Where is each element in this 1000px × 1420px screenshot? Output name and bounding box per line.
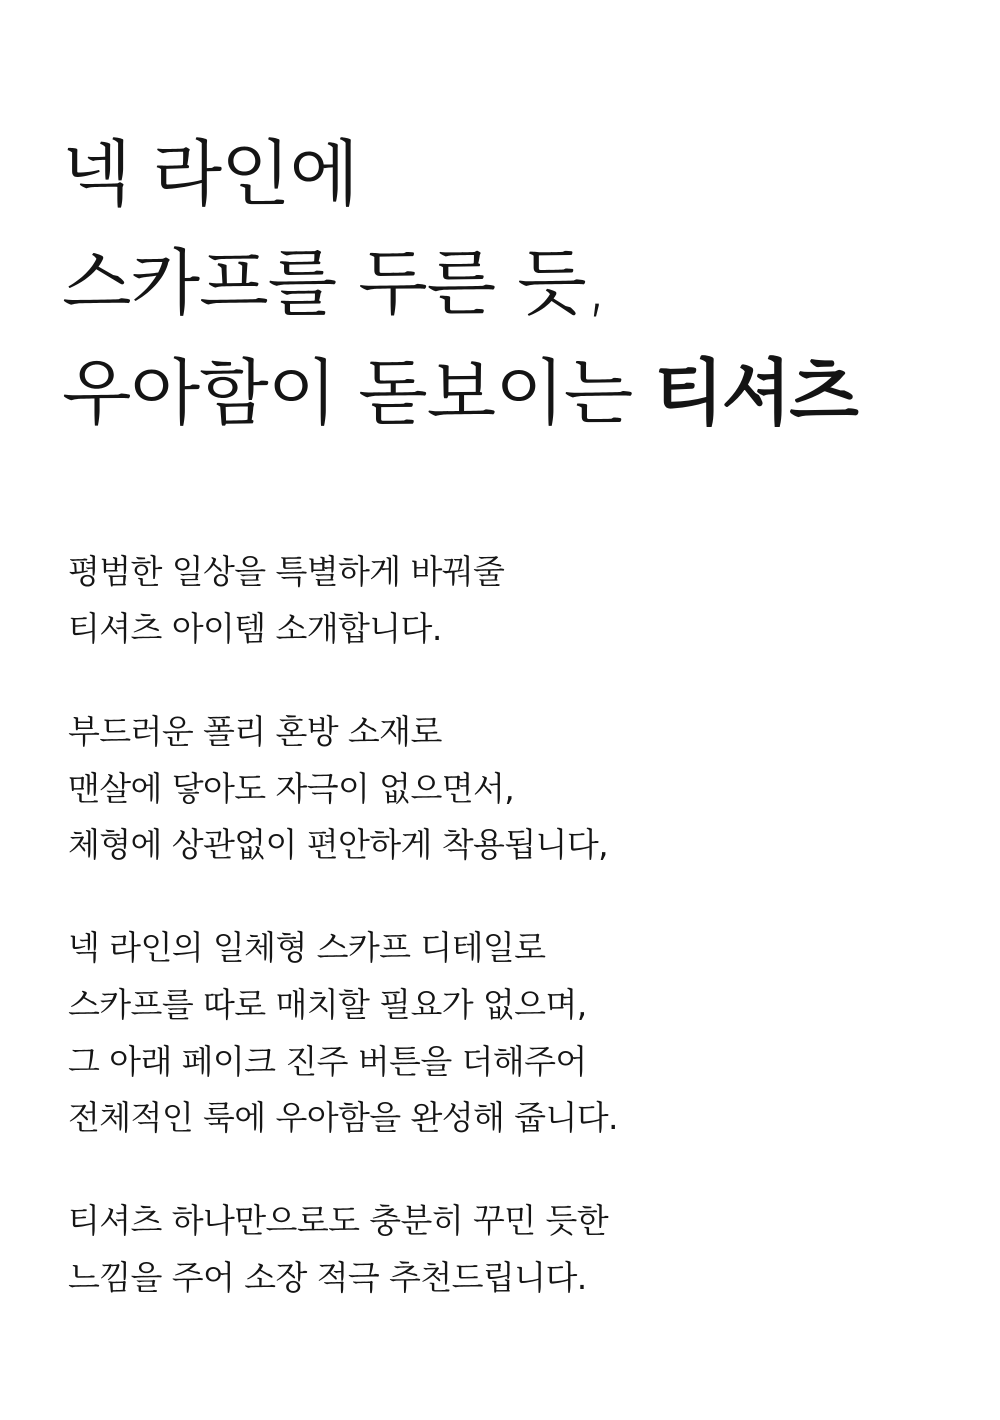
paragraph-2 (68, 704, 940, 874)
headline-line-1: 넥 라인에 (62, 132, 359, 216)
paragraph-4 (68, 1193, 940, 1307)
description-body (62, 544, 940, 1306)
paragraph-3-line-1: 넥 라인의 일체형 스카프 디테일로 (68, 928, 546, 968)
paragraph-2-line-1: 부드러운 폴리 혼방 소재로 (68, 711, 442, 751)
paragraph-3-line-3: 그 아래 페이크 진주 버튼을 더해주어 (68, 1041, 587, 1081)
paragraph-3 (68, 920, 940, 1147)
paragraph-2-line-2: 맨살에 닿아도 자극이 없으면서, (68, 768, 515, 808)
paragraph-4-line-1: 티셔츠 하나만으로도 충분히 꾸민 듯한 (68, 1201, 609, 1241)
page-title (62, 120, 940, 448)
headline-line-2: 스카프를 두른 듯, (62, 241, 608, 326)
paragraph-1 (68, 544, 940, 658)
paragraph-4-line-2: 느낌을 주어 소장 적극 추천드립니다. (68, 1257, 587, 1297)
headline-line-3 (62, 339, 940, 448)
headline-accent-keyword: 티셔츠 (654, 350, 857, 435)
paragraph-3-line-4: 전체적인 룩에 우아함을 완성해 줍니다. (68, 1098, 618, 1138)
paragraph-1-line-1: 평범한 일상을 특별하게 바꿔줄 (68, 552, 505, 592)
headline-line-3-prefix: 우아함이 돋보이는 (62, 350, 655, 435)
paragraph-1-line-2: 티셔츠 아이템 소개합니다. (68, 609, 442, 649)
paragraph-2-line-3: 체형에 상관없이 편안하게 착용됩니다, (68, 825, 609, 865)
paragraph-3-line-2: 스카프를 따로 매치할 필요가 없으며, (68, 984, 587, 1024)
